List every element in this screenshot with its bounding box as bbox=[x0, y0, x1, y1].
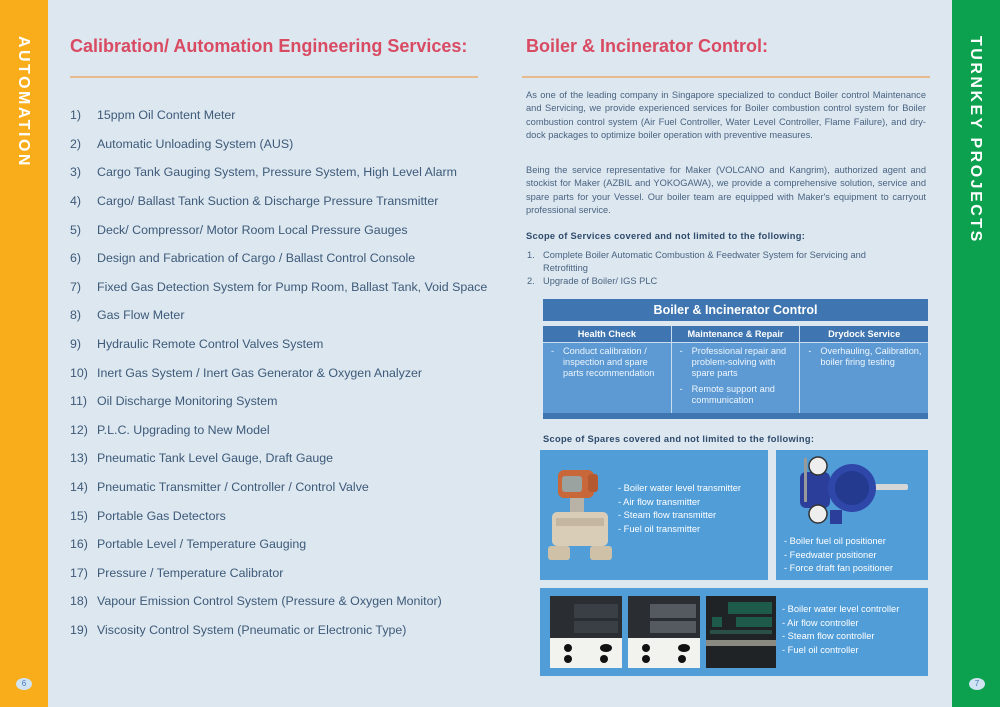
list-item bbox=[70, 473, 490, 502]
list-item bbox=[70, 587, 490, 616]
calibration-section-title: Calibration/ Automation Engineering Services: bbox=[70, 36, 468, 56]
item-text: Pneumatic Transmitter / Controller / Control Valve bbox=[97, 480, 369, 495]
spare-item: - Steam flow controller bbox=[782, 631, 875, 641]
item-number: 15) bbox=[70, 508, 88, 523]
item-text: Design and Fabrication of Cargo / Ballast Control Console bbox=[97, 251, 416, 266]
column-body bbox=[543, 343, 671, 379]
item-text: Pressure / Temperature Calibrator bbox=[97, 565, 284, 580]
item-number: 5) bbox=[70, 222, 82, 237]
item-number: 18) bbox=[70, 594, 88, 609]
item-number: 8) bbox=[70, 308, 82, 323]
item-number: 10) bbox=[70, 365, 88, 380]
spare-item: - Air flow transmitter bbox=[618, 496, 701, 507]
item-text: P.L.C. Upgrading to New Model bbox=[97, 422, 270, 437]
page-number-left: 6 bbox=[16, 678, 32, 690]
table-column-health-check bbox=[543, 326, 672, 413]
item-text: Cargo Tank Gauging System, Pressure System, High Level Alarm bbox=[97, 165, 457, 180]
item-text: Inert Gas System / Inert Gas Generator & Oxygen Analyzer bbox=[97, 365, 423, 380]
item-text: Complete Boiler Automatic Combustion & Feedwater System for Servicing and Retrofitting bbox=[543, 250, 866, 273]
list-item bbox=[70, 301, 490, 330]
item-number: 6) bbox=[70, 251, 82, 266]
list-item bbox=[70, 101, 490, 130]
item-number: 12) bbox=[70, 422, 88, 437]
table-item-text: Conduct calibration / inspection and spare parts recommendation bbox=[563, 346, 655, 378]
list-item bbox=[70, 215, 490, 244]
item-number: 19) bbox=[70, 622, 88, 637]
item-number: 9) bbox=[70, 337, 82, 352]
item-text: Upgrade of Boiler/ IGS PLC bbox=[543, 276, 658, 286]
item-text: Portable Level / Temperature Gauging bbox=[97, 537, 307, 552]
item-number: 3) bbox=[70, 165, 82, 180]
list-item bbox=[70, 416, 490, 445]
table-footer-bar bbox=[543, 413, 928, 419]
item-text: Automatic Unloading System (AUS) bbox=[97, 136, 294, 151]
item-number: 1) bbox=[70, 108, 82, 123]
list-item bbox=[70, 501, 490, 530]
pressure-transmitter-image bbox=[548, 464, 616, 564]
list-item bbox=[70, 187, 490, 216]
column-body bbox=[672, 343, 800, 406]
column-header: Drydock Service bbox=[800, 326, 928, 343]
item-number: 7) bbox=[70, 279, 82, 294]
digital-controllers-image bbox=[550, 596, 776, 668]
column-header: Maintenance & Repair bbox=[672, 326, 800, 343]
controller-list bbox=[782, 603, 899, 657]
table-item: - Professional repair and problem-solving with spare parts bbox=[680, 346, 794, 379]
turnkey-projects-tab-label: TURNKEY PROJECTS bbox=[967, 36, 984, 244]
page-number-right: 7 bbox=[969, 678, 985, 690]
list-item bbox=[70, 158, 490, 187]
item-text: Fixed Gas Detection System for Pump Room, Ballast Tank, Void Space bbox=[97, 279, 488, 294]
services-list bbox=[70, 101, 490, 644]
item-text: Vapour Emission Control System (Pressure & Oxygen Monitor) bbox=[97, 594, 442, 609]
list-item bbox=[70, 330, 490, 359]
left-side-tab bbox=[0, 0, 48, 707]
spare-item: - Boiler fuel oil positioner bbox=[784, 536, 886, 546]
spare-item: - Boiler water level controller bbox=[782, 604, 900, 614]
spare-item: - Steam flow transmitter bbox=[618, 510, 717, 520]
list-item bbox=[70, 130, 490, 159]
item-text: Viscosity Control System (Pneumatic or Electronic Type) bbox=[97, 622, 407, 637]
title-divider-right bbox=[522, 76, 930, 78]
title-divider-left bbox=[70, 76, 478, 78]
item-number: 16) bbox=[70, 537, 88, 552]
item-number: 2) bbox=[70, 136, 82, 151]
spares-controllers-card bbox=[540, 588, 928, 676]
table-title: Boiler & Incinerator Control bbox=[543, 299, 928, 321]
spare-item: - Fuel oil transmitter bbox=[618, 523, 701, 534]
item-text: Portable Gas Detectors bbox=[97, 508, 226, 523]
scope-services-heading: Scope of Services covered and not limited to the following: bbox=[526, 231, 806, 241]
boiler-services-table bbox=[543, 299, 928, 419]
column-header: Health Check bbox=[543, 326, 671, 343]
column-body bbox=[800, 343, 928, 368]
valve-positioner-image bbox=[790, 456, 910, 532]
maker-paragraph: Being the service representative for Maker (VOLCANO and Kangrim), authorized agent and stockist for Maker (AZBIL and YOKOGAWA), we provide a comprehensive solution, service and spare parts for your Vessel. Our boiler team are equipped with Maker's equipment to carryout professional service. bbox=[526, 165, 926, 215]
table-item-text: Remote support and communication bbox=[691, 384, 775, 405]
list-item bbox=[70, 273, 490, 302]
scope-spares-heading: Scope of Spares covered and not limited to the following: bbox=[543, 434, 815, 444]
positioner-list bbox=[784, 535, 893, 576]
list-item bbox=[70, 358, 490, 387]
item-text: Hydraulic Remote Control Valves System bbox=[97, 337, 324, 352]
item-number: 2. bbox=[527, 276, 535, 286]
item-number: 13) bbox=[70, 451, 88, 466]
list-item bbox=[70, 616, 490, 645]
item-text: Pneumatic Tank Level Gauge, Draft Gauge bbox=[97, 451, 334, 466]
item-number: 14) bbox=[70, 480, 88, 495]
intro-paragraph: As one of the leading company in Singapore specialized to conduct Boiler control Maintenance and Servicing, we provide experienced services for Boiler combustion control system for Boiler combustion control system (Air Fuel Controller, Water Level Controller, Flame Failure), and dry-dock packages to optimize boiler operation with preventive measures. bbox=[526, 90, 926, 140]
table-item: - Conduct calibration / inspection and spare parts recommendation bbox=[551, 346, 665, 379]
item-number: 1. bbox=[527, 250, 535, 260]
item-text: 15ppm Oil Content Meter bbox=[97, 108, 236, 123]
list-item bbox=[70, 559, 490, 588]
table-item: - Remote support and communication bbox=[680, 384, 794, 406]
transmitter-list bbox=[618, 482, 741, 536]
item-text: Gas Flow Meter bbox=[97, 308, 185, 323]
right-side-tab bbox=[952, 0, 1000, 707]
item-text: Cargo/ Ballast Tank Suction & Discharge Pressure Transmitter bbox=[97, 194, 439, 209]
table-item-text: Professional repair and problem-solving with spare parts bbox=[691, 346, 787, 378]
spares-positioners-card bbox=[776, 450, 928, 580]
spare-item: - Boiler water level transmitter bbox=[618, 483, 741, 493]
table-column-maintenance bbox=[672, 326, 801, 413]
item-number: 4) bbox=[70, 194, 82, 209]
item-text: Oil Discharge Monitoring System bbox=[97, 394, 278, 409]
list-item bbox=[70, 444, 490, 473]
automation-tab-label: AUTOMATION bbox=[15, 36, 32, 168]
list-item bbox=[70, 387, 490, 416]
table-item-text: Overhauling, Calibration, boiler firing testing bbox=[820, 346, 922, 367]
spare-item: - Air flow controller bbox=[782, 617, 859, 628]
item-text: Deck/ Compressor/ Motor Room Local Pressure Gauges bbox=[97, 222, 408, 237]
list-item bbox=[527, 249, 907, 275]
table-item: - Overhauling, Calibration, boiler firing testing bbox=[808, 346, 922, 367]
scope-services-list bbox=[527, 249, 907, 288]
list-item bbox=[70, 244, 490, 273]
spares-transmitters-card bbox=[540, 450, 768, 580]
item-number: 11) bbox=[70, 394, 87, 409]
boiler-section-title: Boiler & Incinerator Control: bbox=[526, 36, 769, 56]
list-item bbox=[70, 530, 490, 559]
list-item bbox=[527, 275, 907, 288]
spare-item: - Fuel oil controller bbox=[782, 644, 859, 655]
item-number: 17) bbox=[70, 565, 88, 580]
table-columns bbox=[543, 326, 928, 413]
spare-item: - Force draft fan positioner bbox=[784, 563, 894, 573]
spare-item: - Feedwater positioner bbox=[784, 549, 877, 560]
table-column-drydock bbox=[800, 326, 928, 413]
